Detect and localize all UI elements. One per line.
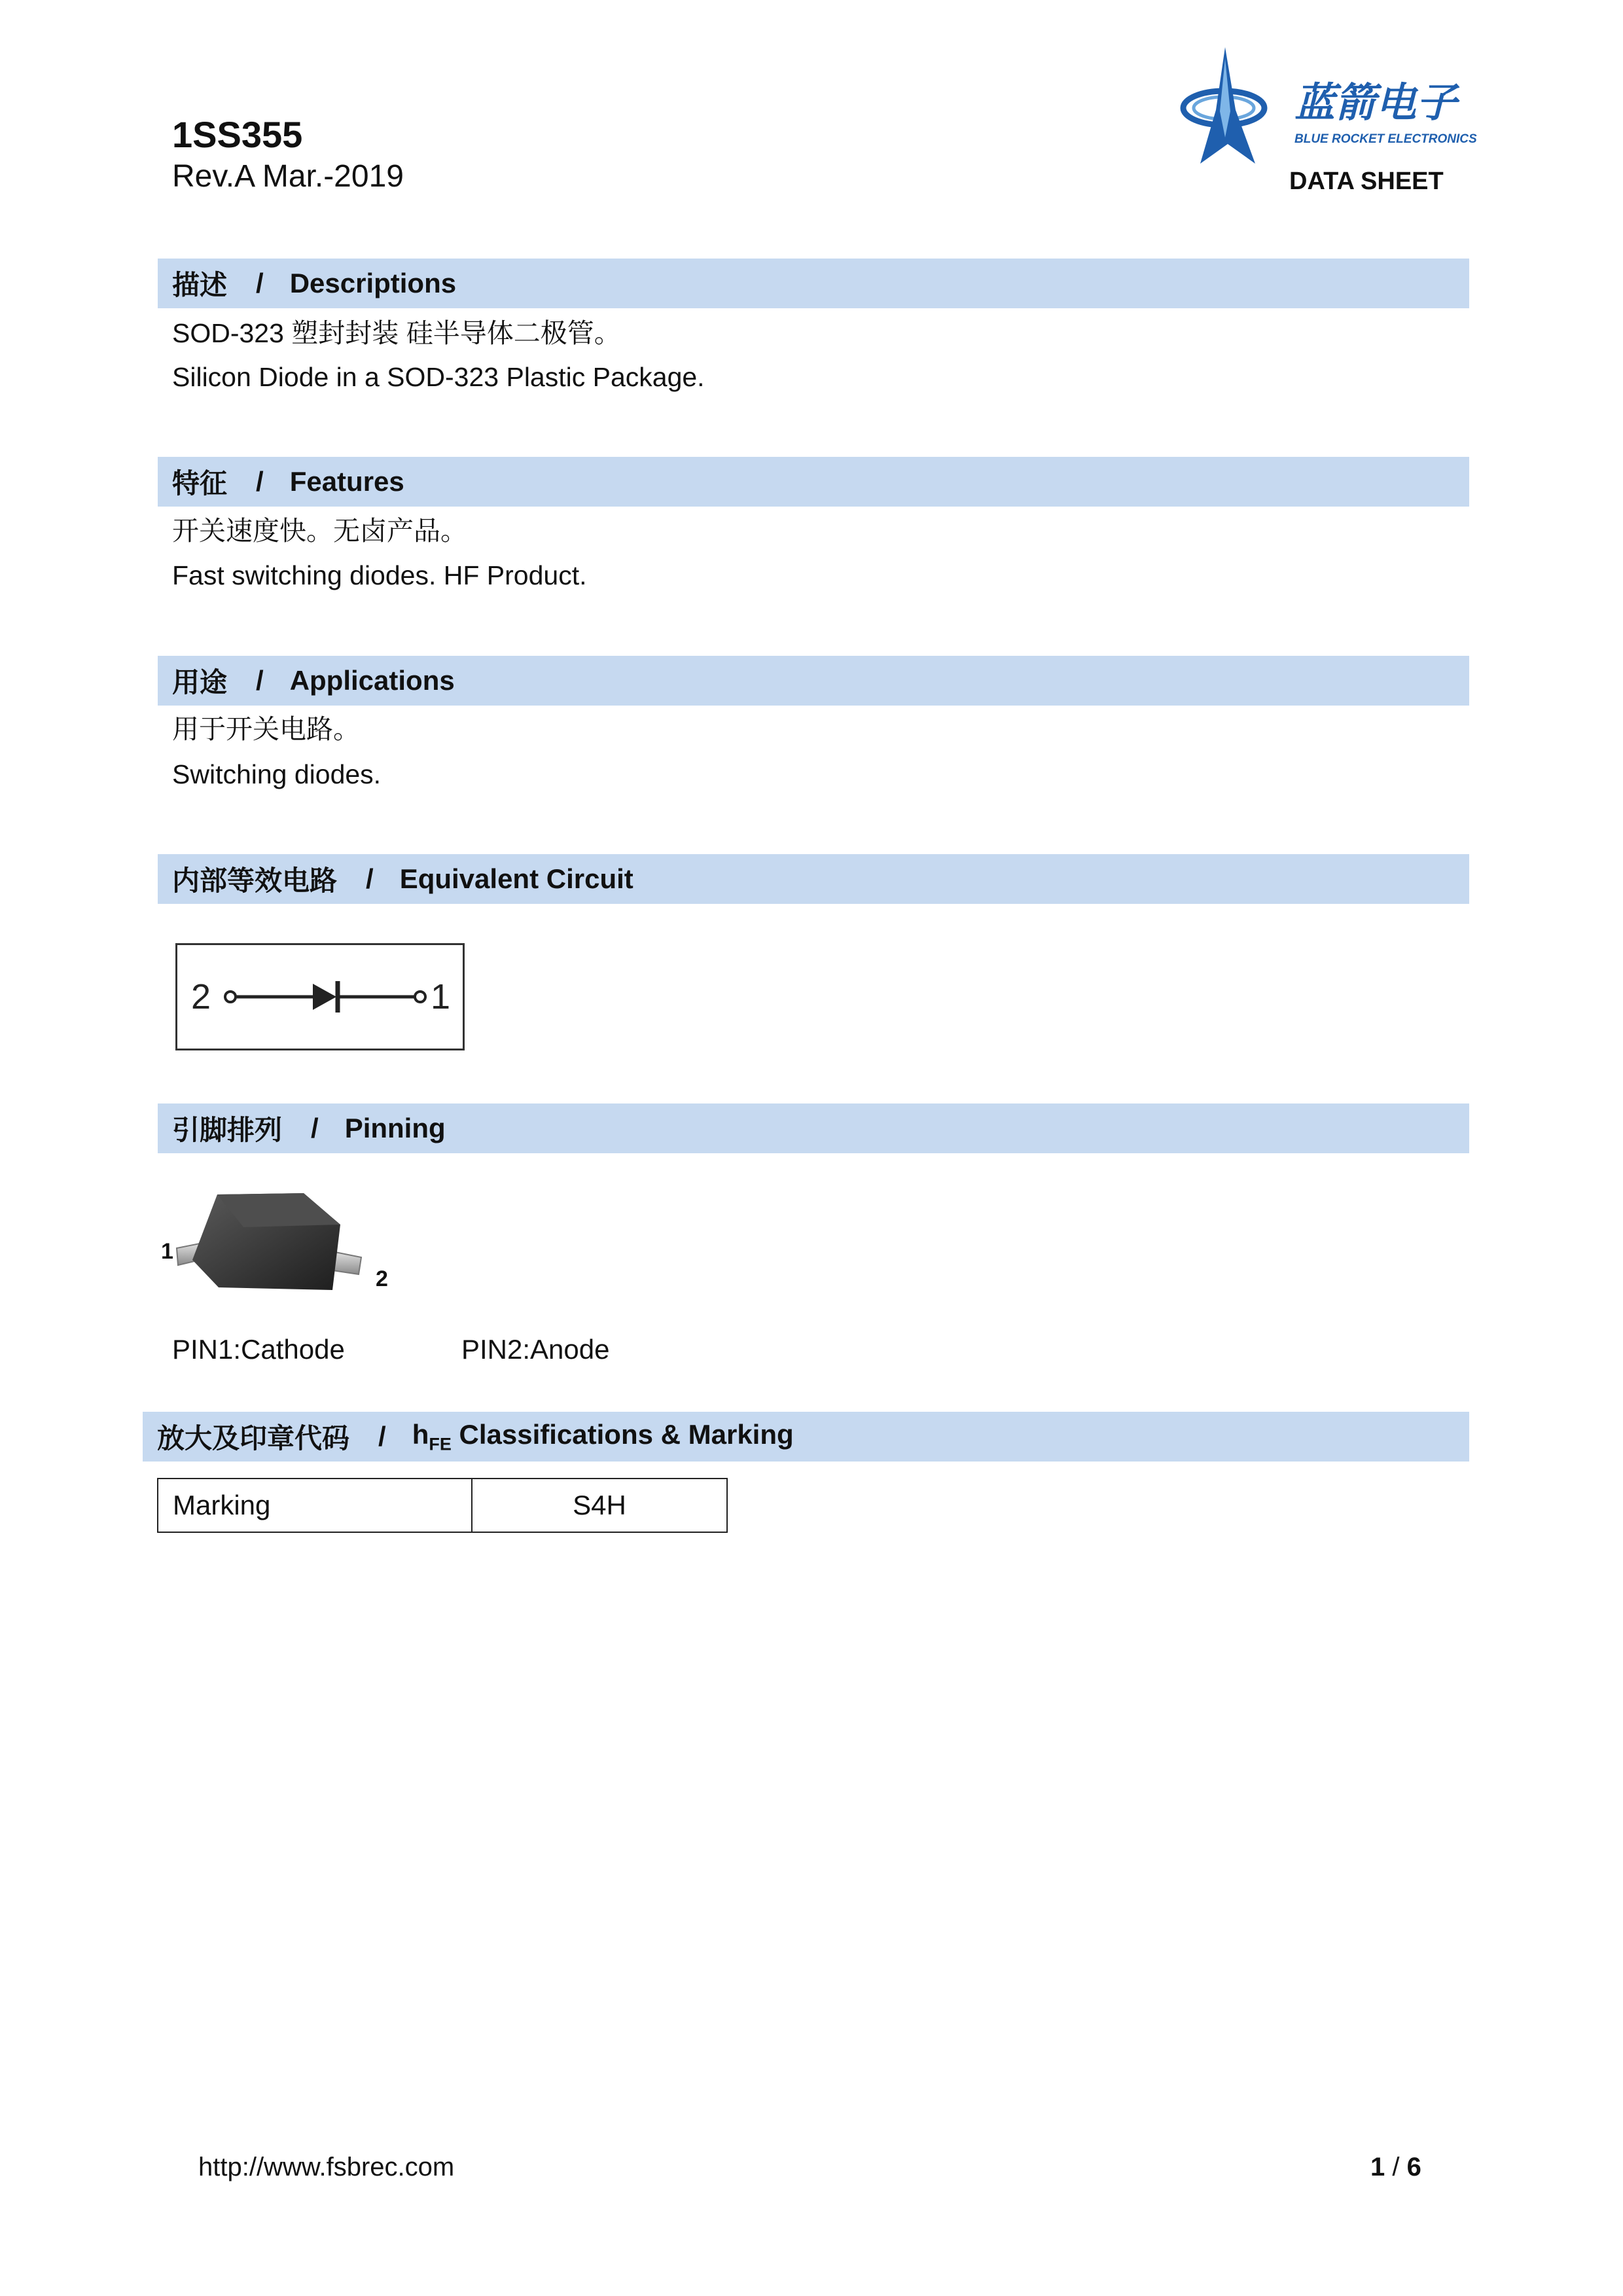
section-title-en: Equivalent Circuit bbox=[399, 863, 633, 894]
page-separator: / bbox=[1385, 2153, 1407, 2181]
section-title-cn: 特征 bbox=[172, 468, 228, 499]
separator: / bbox=[366, 863, 374, 894]
terminal-right-icon bbox=[415, 992, 425, 1002]
section-bar-features bbox=[158, 457, 1469, 507]
section-title-en-rest: Classifications & Marking bbox=[451, 1418, 794, 1450]
diode-symbol-icon bbox=[313, 984, 336, 1010]
separator: / bbox=[256, 268, 264, 298]
marking-table bbox=[157, 1478, 728, 1533]
package-pin-left: 1 bbox=[161, 1239, 173, 1264]
description-cn: SOD-323 塑封封装 硅半导体二极管。 bbox=[172, 318, 621, 348]
section-bar-circuit bbox=[158, 854, 1469, 904]
doc-type-label: DATA SHEET bbox=[1289, 168, 1444, 195]
footer-url: http://www.fsbrec.com bbox=[198, 2153, 455, 2181]
rocket-emblem-icon bbox=[1183, 47, 1264, 164]
section-title-cn: 引脚排列 bbox=[172, 1115, 283, 1145]
page-current: 1 bbox=[1370, 2153, 1385, 2181]
features-cn: 开关速度快。无卤产品。 bbox=[172, 516, 467, 546]
section-bar-marking bbox=[143, 1412, 1469, 1462]
blue-rocket-logo bbox=[1178, 46, 1479, 170]
part-number: 1SS355 bbox=[172, 114, 303, 155]
separator: / bbox=[311, 1113, 319, 1143]
description-en: Silicon Diode in a SOD-323 Plastic Package. bbox=[172, 362, 705, 392]
section-title-en bbox=[412, 1419, 794, 1454]
page-total: 6 bbox=[1406, 2153, 1421, 2181]
separator: / bbox=[256, 466, 264, 497]
features-en: Fast switching diodes. HF Product. bbox=[172, 560, 587, 590]
applications-en: Switching diodes. bbox=[172, 759, 382, 789]
section-title-en: Descriptions bbox=[289, 268, 457, 298]
section-title-cn: 描述 bbox=[172, 270, 228, 300]
marking-label-cell: Marking bbox=[158, 1479, 472, 1532]
sod323-package-image bbox=[158, 1175, 401, 1299]
section-title-cn: 用途 bbox=[172, 667, 228, 698]
section-title-cn: 放大及印章代码 bbox=[157, 1423, 350, 1454]
section-bar-descriptions bbox=[158, 259, 1469, 308]
separator: / bbox=[378, 1421, 386, 1452]
section-bar-pinning bbox=[158, 1103, 1469, 1153]
hfe-symbol: h bbox=[412, 1418, 429, 1450]
logo-cn-text: 蓝箭电子 bbox=[1294, 79, 1457, 126]
section-title-cn: 内部等效电路 bbox=[172, 865, 338, 896]
applications-cn: 用于开关电路。 bbox=[172, 714, 360, 744]
revision-label: Rev.A Mar.-2019 bbox=[172, 159, 404, 194]
pin1-label: PIN1:Cathode bbox=[172, 1334, 345, 1365]
section-title-en: Applications bbox=[289, 665, 455, 696]
hfe-subscript: FE bbox=[429, 1434, 452, 1454]
marking-value-cell: S4H bbox=[472, 1479, 727, 1532]
equivalent-circuit-diagram bbox=[175, 943, 465, 1050]
separator: / bbox=[256, 665, 264, 696]
page-number bbox=[1370, 2154, 1421, 2180]
terminal-left-icon bbox=[225, 992, 236, 1002]
circuit-pin-left: 2 bbox=[191, 977, 211, 1016]
section-title-en: Features bbox=[289, 466, 404, 497]
pin2-label: PIN2:Anode bbox=[461, 1334, 610, 1365]
section-bar-applications bbox=[158, 656, 1469, 706]
package-pin-right: 2 bbox=[376, 1266, 388, 1291]
logo-en-text: BLUE ROCKET ELECTRONICS bbox=[1294, 132, 1477, 146]
table-row bbox=[158, 1479, 727, 1532]
circuit-pin-right: 1 bbox=[431, 977, 451, 1016]
section-title-en: Pinning bbox=[344, 1113, 446, 1143]
